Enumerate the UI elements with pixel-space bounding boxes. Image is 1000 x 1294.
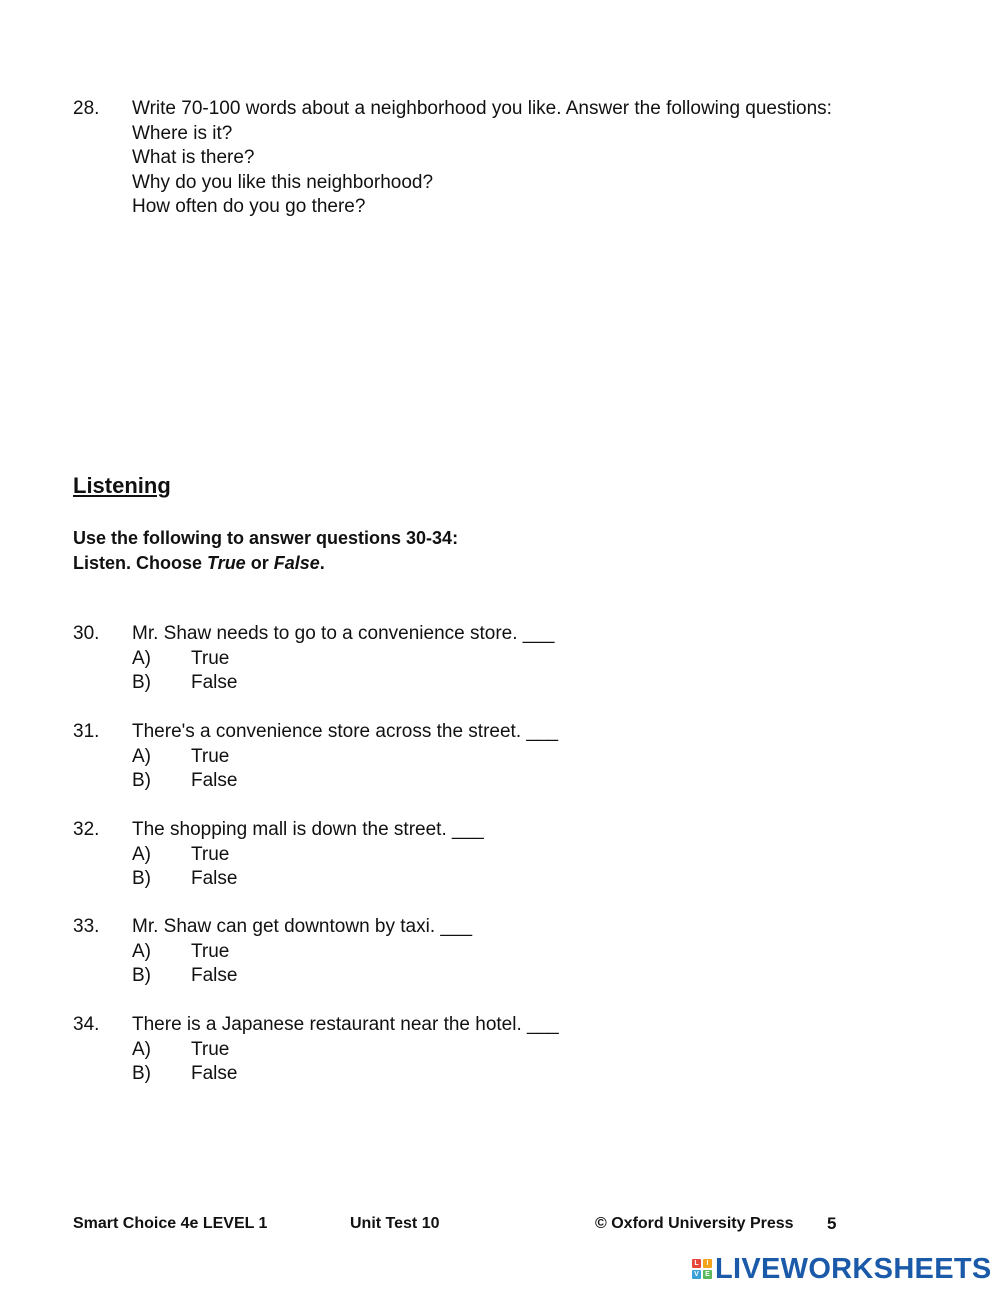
question-number: 34. (73, 1014, 100, 1035)
option-letter[interactable]: A) (132, 647, 151, 669)
question-28-number: 28. (73, 98, 100, 119)
option-letter[interactable]: B) (132, 1063, 151, 1084)
instruction-false: False (273, 552, 320, 573)
footer-level: Smart Choice 4e LEVEL 1 (73, 1215, 268, 1232)
option-true[interactable]: True (191, 647, 230, 669)
liveworksheets-logo[interactable] (692, 1252, 992, 1286)
option-false[interactable]: False (191, 1063, 238, 1084)
section-heading-listening: Listening (73, 473, 171, 498)
option-letter[interactable]: A) (132, 745, 151, 767)
instruction-or: or (245, 552, 274, 573)
option-letter[interactable]: B) (132, 868, 151, 889)
question-text: There's a convenience store across the street. ___ (132, 721, 559, 742)
question-number: 31. (73, 721, 100, 742)
option-letter[interactable]: A) (132, 1038, 151, 1060)
logo-letter: E (703, 1270, 712, 1279)
option-false[interactable]: False (191, 672, 238, 693)
question-text: There is a Japanese restaurant near the hotel. ___ (132, 1014, 559, 1035)
footer-test-name: Unit Test 10 (350, 1215, 440, 1232)
question-28-subquestion: What is there? (132, 147, 255, 168)
option-false[interactable]: False (191, 965, 238, 986)
question-28-subquestion: Why do you like this neighborhood? (132, 171, 434, 193)
question-text: The shopping mall is down the street. ___ (132, 819, 484, 840)
option-letter[interactable]: A) (132, 940, 151, 962)
question-28-subquestion: How often do you go there? (132, 196, 366, 217)
question-number: 33. (73, 916, 100, 937)
instruction-line-2 (73, 551, 458, 576)
instruction-period: . (319, 552, 325, 573)
question-number: 30. (73, 623, 100, 644)
question-28-subquestion: Where is it? (132, 122, 233, 144)
option-letter[interactable]: B) (132, 770, 151, 791)
liveworksheets-icon (692, 1259, 712, 1279)
option-false[interactable]: False (191, 868, 238, 889)
page-number: 5 (827, 1214, 837, 1233)
instruction-line-1: Use the following to answer questions 30-34: (73, 528, 459, 548)
question-text: Mr. Shaw can get downtown by taxi. ___ (132, 916, 473, 937)
question-28-prompt: Write 70-100 words about a neighborhood you like. Answer the following questions: (132, 98, 832, 119)
logo-letter: L (692, 1259, 701, 1268)
option-true[interactable]: True (191, 843, 230, 865)
option-true[interactable]: True (191, 1038, 230, 1060)
instruction-true: True (207, 552, 246, 573)
logo-letter: V (692, 1270, 701, 1279)
option-letter[interactable]: A) (132, 843, 151, 865)
listening-instructions (73, 526, 458, 575)
option-false[interactable]: False (191, 770, 238, 791)
question-text: Mr. Shaw needs to go to a convenience store. ___ (132, 623, 555, 644)
option-true[interactable]: True (191, 940, 230, 962)
question-number: 32. (73, 819, 100, 840)
liveworksheets-wordmark: LIVEWORKSHEETS (715, 1252, 992, 1285)
option-letter[interactable]: B) (132, 965, 151, 986)
footer-copyright: © Oxford University Press (595, 1215, 794, 1232)
option-letter[interactable]: B) (132, 672, 151, 693)
option-true[interactable]: True (191, 745, 230, 767)
logo-letter: I (703, 1259, 712, 1268)
instruction-text: Listen. Choose (73, 552, 208, 573)
